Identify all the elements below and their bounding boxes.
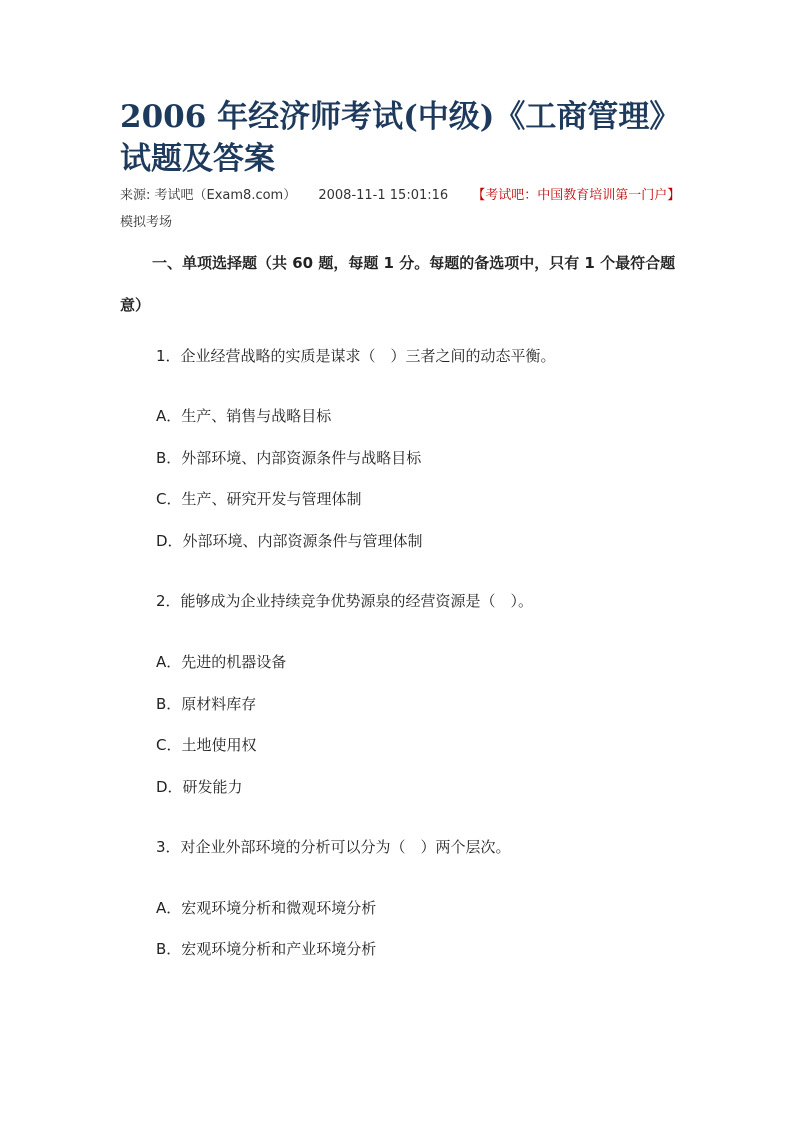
site-slogan-link[interactable]: 【考试吧：中国教育培训第一门户】 — [472, 188, 681, 203]
publish-datetime: 2008-11-1 15:01:16 — [318, 188, 449, 203]
answer-option: D．外部环境、内部资源条件与管理体制 — [156, 532, 423, 550]
question-stem: 1．企业经营战略的实质是谋求（ ）三者之间的动态平衡。 — [156, 347, 556, 365]
mock-exam-link[interactable]: 模拟考场 — [120, 215, 173, 230]
answer-option: A．生产、销售与战略目标 — [156, 407, 332, 425]
source-text: 来源: 考试吧（Exam8.com） — [120, 188, 297, 203]
answer-option: A．先进的机器设备 — [156, 653, 287, 671]
article-meta — [120, 187, 680, 205]
answer-option: B．原材料库存 — [156, 695, 257, 713]
page-title: 2006 年经济师考试(中级)《工商管理》试题及答案 — [120, 99, 665, 177]
answer-option: D．研发能力 — [156, 778, 243, 796]
question-stem: 2．能够成为企业持续竞争优势源泉的经营资源是（ ）。 — [156, 592, 534, 610]
answer-option: B．外部环境、内部资源条件与战略目标 — [156, 449, 422, 467]
answer-option: C．土地使用权 — [156, 736, 257, 754]
answer-option: B．宏观环境分析和产业环境分析 — [156, 940, 377, 958]
question-stem: 3．对企业外部环境的分析可以分为（ ）两个层次。 — [156, 838, 511, 856]
section-heading: 一、单项选择题（共 60 题，每题 1 分。每题的备选项中，只有 1 个最符合题意） — [120, 254, 676, 314]
answer-option: C．生产、研究开发与管理体制 — [156, 490, 362, 508]
answer-option: A．宏观环境分析和微观环境分析 — [156, 899, 377, 917]
